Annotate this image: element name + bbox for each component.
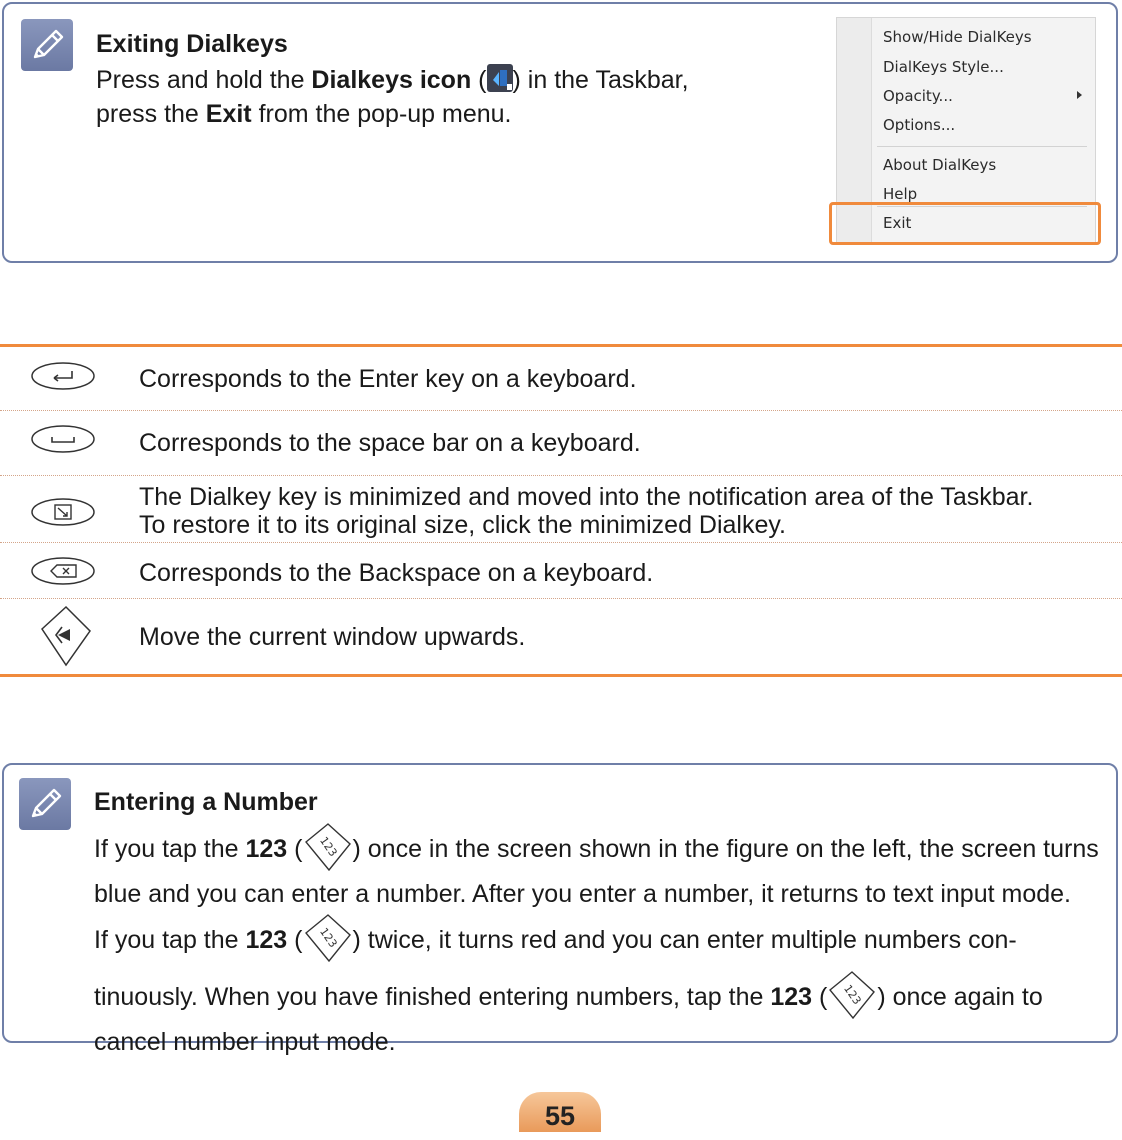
menu-item-exit[interactable]: Exit [883, 214, 912, 232]
menu-item-style[interactable]: DialKeys Style... [883, 58, 1004, 76]
dialkeys-tray-icon [487, 64, 513, 99]
enter-key-icon [30, 361, 96, 391]
row-description-line: To restore it to its original size, click the minimized Dialkey. [139, 511, 786, 539]
key-123-label: 123 [245, 926, 288, 955]
menu-item-show-hide[interactable]: Show/Hide DialKeys [883, 28, 1032, 46]
key-123-icon [303, 913, 353, 970]
text-run: ( [812, 983, 828, 1012]
row-description: Corresponds to the Enter key on a keyboard. [139, 365, 637, 393]
move-up-key-icon [36, 605, 92, 667]
key-123-label: 123 [245, 835, 288, 864]
row-description [139, 483, 1114, 539]
row-divider [0, 475, 1122, 476]
backspace-key-icon [30, 556, 96, 586]
table-bottom-rule [0, 674, 1122, 677]
key-123-text: 123 [316, 834, 340, 860]
text-run: ) once in the screen shown in the figure on the left, the screen turns blue and you can enter a number. After you enter a number, it returns to text input mode. [94, 835, 1099, 908]
row-description-line: The Dialkey key is minimized and moved into the notification area of the Taskbar. [139, 483, 1034, 511]
key-123-text: 123 [316, 925, 340, 951]
text-run: ) in the Taskbar, [512, 66, 689, 95]
row-divider [0, 410, 1122, 411]
note-body [94, 787, 1114, 1061]
text-run: from the pop-up menu. [251, 100, 512, 128]
exit-highlight-box [829, 202, 1101, 245]
exit-label: Exit [205, 100, 252, 128]
text-run: ( [287, 835, 303, 864]
row-description: Corresponds to the space bar on a keyboard. [139, 429, 641, 457]
key-123-label: 123 [770, 983, 813, 1012]
text-run: Press and hold the [96, 66, 312, 95]
menu-separator [877, 146, 1087, 147]
text-run: ( [287, 926, 303, 955]
menu-item-help[interactable]: Help [883, 185, 918, 203]
key-123-icon [303, 822, 353, 879]
key-123-text: 123 [841, 982, 865, 1008]
menu-item-opacity[interactable]: Opacity... [883, 87, 953, 105]
note-paragraph [94, 913, 1114, 1057]
menu-item-about[interactable]: About DialKeys [883, 156, 997, 174]
note-paragraph [94, 822, 1114, 909]
text-run: If you tap the [94, 926, 246, 955]
row-divider [0, 598, 1122, 599]
pencil-note-icon [19, 778, 71, 830]
text-run: press the [96, 100, 206, 128]
note-body [96, 29, 796, 133]
text-run: ( [471, 66, 487, 95]
key-123-icon [827, 970, 877, 1027]
dialkeys-icon-label: Dialkeys icon [311, 66, 472, 95]
menu-item-options[interactable]: Options... [883, 116, 956, 134]
text-run: ) once again to cancel number input mode. [94, 983, 1043, 1056]
space-key-icon [30, 424, 96, 454]
note-title: Exiting Dialkeys [96, 30, 288, 58]
pencil-note-icon [21, 19, 73, 71]
entering-number-note [2, 763, 1118, 1056]
row-description: Move the current window upwards. [139, 623, 526, 651]
submenu-arrow-icon [1077, 91, 1082, 99]
text-run: ) twice, it turns red and you can enter multiple numbers con-tinuously. When you have finished entering numbers, tap the [94, 926, 1017, 1012]
table-top-rule [0, 344, 1122, 347]
row-description: Corresponds to the Backspace on a keyboard. [139, 559, 654, 587]
page-number: 55 [519, 1092, 601, 1132]
note-title: Entering a Number [94, 788, 318, 816]
row-divider [0, 542, 1122, 543]
note-paragraph [96, 64, 796, 129]
text-run: If you tap the [94, 835, 246, 864]
minimize-key-icon [30, 497, 96, 527]
